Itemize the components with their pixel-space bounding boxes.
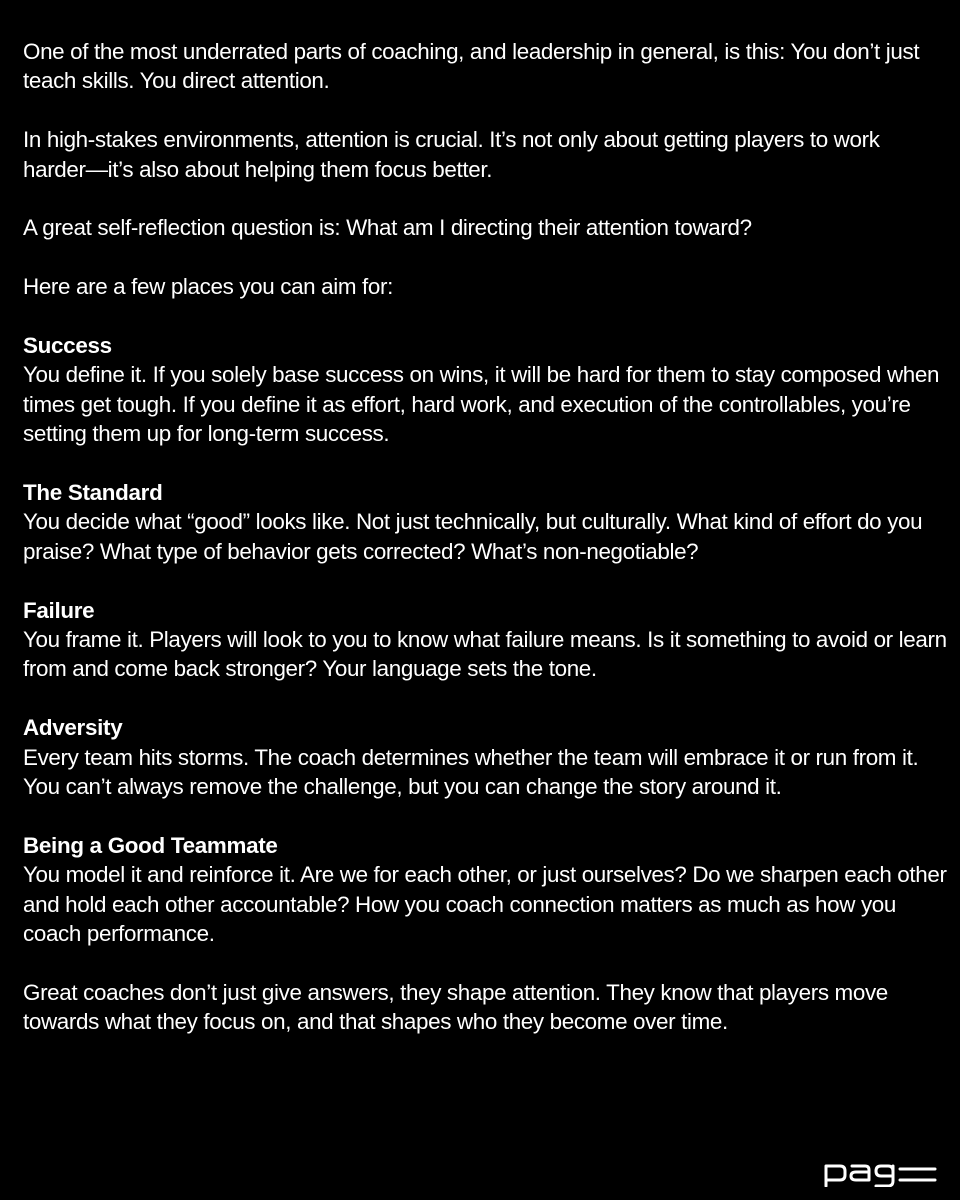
intro-paragraph: In high-stakes environments, attention is crucial. It’s not only about getting players to work harder—it’s also about helping them focus better. bbox=[23, 127, 880, 182]
section-body: You define it. If you solely base success on wins, it will be hard for them to stay composed when times get tough. If you define it as effort, hard work, and execution of the controllables, you’re setting them up for long-term success. bbox=[23, 362, 940, 447]
section-heading: Failure bbox=[23, 597, 95, 623]
section-body: You model it and reinforce it. Are we for each other, or just ourselves? Do we sharpen each other and hold each other accountable? How you coach connection matters as much as how you coach performance. bbox=[23, 862, 947, 947]
section-success bbox=[23, 331, 948, 449]
section-body: You frame it. Players will look to you to know what failure means. Is it something to avoid or learn from and come back stronger? Your language sets the tone. bbox=[23, 627, 947, 682]
post-text bbox=[23, 37, 948, 1037]
intro-paragraph: One of the most underrated parts of coaching, and leadership in general, is this: You don’t just teach skills. You direct attention. bbox=[23, 39, 920, 94]
section-heading: Being a Good Teammate bbox=[23, 832, 278, 858]
section-heading: Success bbox=[23, 333, 112, 358]
section-failure bbox=[23, 596, 948, 684]
section-adversity bbox=[23, 713, 948, 801]
intro-paragraph: A great self-reflection question is: What am I directing their attention toward? bbox=[23, 215, 752, 241]
section-heading: Adversity bbox=[23, 715, 123, 741]
closing-paragraph: Great coaches don’t just give answers, they shape attention. They know that players move towards what they focus on, and that shapes who they become over time. bbox=[23, 979, 888, 1035]
section-body: You decide what “good” looks like. Not just technically, but culturally. What kind of effort do you praise? What type of behavior gets corrected? What’s non-negotiable? bbox=[23, 509, 923, 564]
section-being-a-good-teammate bbox=[23, 831, 948, 949]
section-the-standard bbox=[23, 478, 948, 566]
pag-logo-icon bbox=[823, 1161, 938, 1187]
section-body: Every team hits storms. The coach determines whether the team will embrace it or run from it. You can’t always remove the challenge, but you can change the story around it. bbox=[23, 744, 919, 800]
section-heading: The Standard bbox=[23, 480, 163, 506]
intro-paragraph: Here are a few places you can aim for: bbox=[23, 274, 394, 300]
